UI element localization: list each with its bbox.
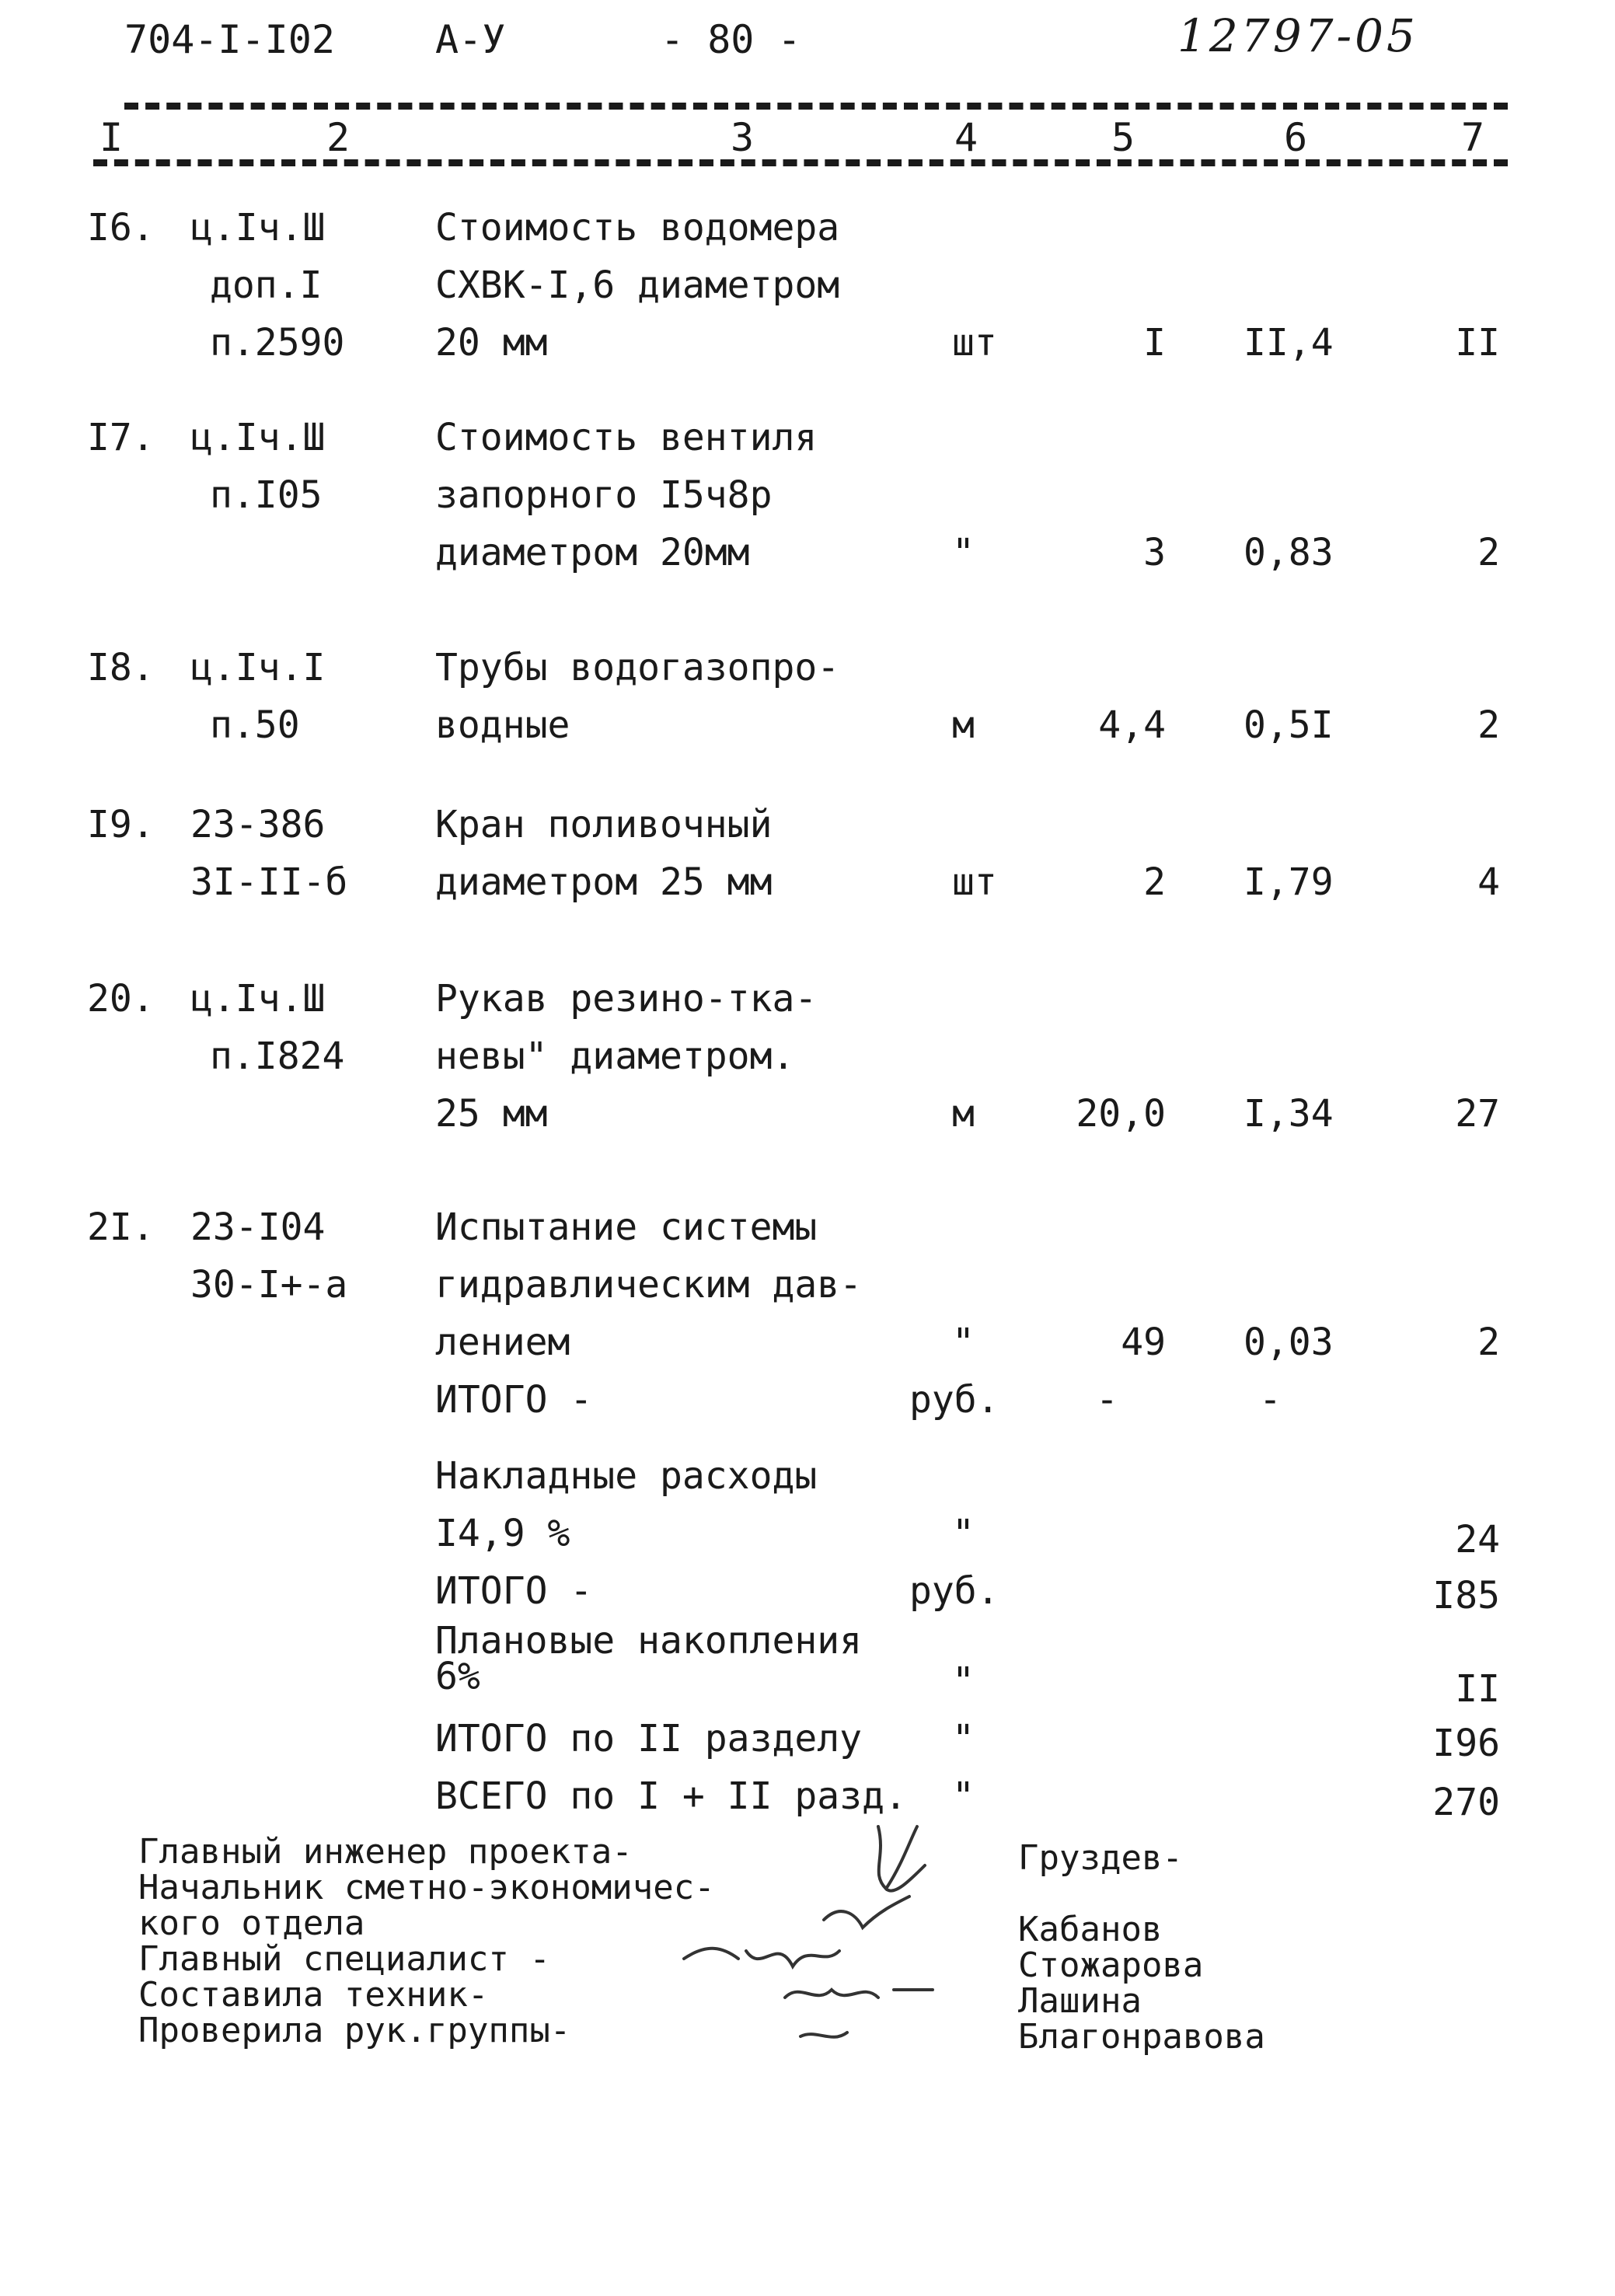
row-desc-line: Стоимость водомера xyxy=(435,206,840,249)
summary-unit: " xyxy=(952,1512,975,1555)
row-desc-line: невы" диаметром. xyxy=(435,1035,795,1078)
col-number-6: 6 xyxy=(1284,115,1308,160)
handwritten-signatures xyxy=(653,1811,995,2122)
row-price: I,34 xyxy=(1244,1092,1334,1136)
row-desc-line: Трубы водогазопро- xyxy=(435,646,840,689)
summary-total: 24 xyxy=(1455,1518,1500,1561)
summary-unit: " xyxy=(952,1717,975,1760)
col-number-3: 3 xyxy=(731,115,755,160)
row-desc-line: 25 мм xyxy=(435,1092,548,1136)
summary-label: I4,9 % xyxy=(435,1512,570,1555)
row-ref-line: п.I824 xyxy=(210,1035,345,1078)
signature-title: Составила техник- xyxy=(138,1975,489,2015)
summary-label: 6% xyxy=(435,1655,480,1698)
row-total: 2 xyxy=(1477,531,1500,574)
row-desc-line: запорного I5ч8р xyxy=(435,473,773,517)
summary-total: I85 xyxy=(1432,1574,1500,1617)
row-ref-line: ц.Iч.Ш xyxy=(190,977,326,1021)
summary-total: II xyxy=(1455,1667,1500,1711)
signatory-name: Кабанов xyxy=(1018,1910,1163,1949)
summary-label: ВСЕГО по I + II разд. xyxy=(435,1774,907,1818)
summary-unit: " xyxy=(952,1659,975,1703)
col-number-7: 7 xyxy=(1461,115,1485,160)
summary-unit: руб. xyxy=(909,1569,999,1613)
top-dashed-rule xyxy=(124,103,1508,110)
row-ref-line: п.2590 xyxy=(210,321,345,365)
row-ref-line: ц.Iч.I xyxy=(190,646,326,689)
row-qty: 20,0 xyxy=(1076,1092,1166,1136)
summary-unit: руб. xyxy=(909,1378,999,1422)
signature-title: Проверила рук.группы- xyxy=(138,2011,571,2050)
row-ref-line: 3I-II-б xyxy=(190,860,348,904)
doc-code: 704-I-I02 xyxy=(124,17,335,62)
summary-qty: - xyxy=(1096,1378,1118,1422)
row-number: 2I. xyxy=(87,1206,155,1249)
row-total: II xyxy=(1455,321,1500,365)
row-desc-line: СХВК-I,6 диаметром xyxy=(435,263,840,307)
row-number: I6. xyxy=(87,206,155,249)
signature-title: Главный инженер проекта- xyxy=(138,1832,633,1872)
row-qty: 49 xyxy=(1121,1321,1166,1364)
row-qty: 3 xyxy=(1143,531,1166,574)
row-desc-line: 20 мм xyxy=(435,321,548,365)
summary-total: 270 xyxy=(1432,1781,1500,1824)
row-desc-line: Кран поливочный xyxy=(435,803,773,846)
col-number-1: I xyxy=(99,115,124,160)
row-number: I8. xyxy=(87,646,155,689)
row-number: I7. xyxy=(87,416,155,459)
archive-number: 12797-05 xyxy=(1177,9,1418,62)
row-desc-line: Рукав резино-тка- xyxy=(435,977,818,1021)
signatory-name: Стожарова xyxy=(1018,1945,1204,1985)
row-desc-line: диаметром 25 мм xyxy=(435,860,773,904)
row-number: 20. xyxy=(87,977,155,1021)
signatory-name: Груздев- xyxy=(1018,1838,1183,1878)
summary-label: ИТОГО - xyxy=(435,1378,593,1422)
row-price: 0,83 xyxy=(1244,531,1334,574)
row-total: 27 xyxy=(1455,1092,1500,1136)
series-code: А-У xyxy=(435,17,506,62)
col-number-4: 4 xyxy=(954,115,978,160)
row-ref-line: п.I05 xyxy=(210,473,323,517)
row-unit: м xyxy=(952,1092,975,1136)
page-number: - 80 - xyxy=(661,17,801,62)
summary-label: Плановые накопления xyxy=(435,1619,863,1663)
row-total: 2 xyxy=(1477,703,1500,747)
row-unit: шт xyxy=(952,860,997,904)
row-unit: " xyxy=(952,531,975,574)
summary-price: - xyxy=(1259,1378,1282,1422)
row-ref-line: 23-386 xyxy=(190,803,326,846)
summary-label: ИТОГО - xyxy=(435,1569,593,1613)
row-unit: м xyxy=(952,703,975,747)
row-desc-line: лением xyxy=(435,1321,570,1364)
row-price: II,4 xyxy=(1244,321,1334,365)
row-number: I9. xyxy=(87,803,155,846)
signature-title: Главный специалист - xyxy=(138,1939,550,1979)
row-qty: 2 xyxy=(1143,860,1166,904)
row-total: 2 xyxy=(1477,1321,1500,1364)
row-price: 0,5I xyxy=(1244,703,1334,747)
row-desc-line: водные xyxy=(435,703,570,747)
row-qty: 4,4 xyxy=(1098,703,1166,747)
row-desc-line: гидравлическим дав- xyxy=(435,1263,863,1307)
row-price: I,79 xyxy=(1244,860,1334,904)
row-qty: I xyxy=(1143,321,1166,365)
row-ref-line: 23-I04 xyxy=(190,1206,326,1249)
summary-unit: " xyxy=(952,1774,975,1818)
row-ref-line: п.50 xyxy=(210,703,300,747)
row-total: 4 xyxy=(1477,860,1500,904)
col-number-2: 2 xyxy=(326,115,351,160)
summary-label: ИТОГО по II разделу xyxy=(435,1717,863,1760)
signatory-name: Благонравова xyxy=(1018,2017,1265,2057)
summary-total: I96 xyxy=(1432,1722,1500,1765)
signature-title: Начальник сметно-экономичес- xyxy=(138,1868,715,1907)
row-price: 0,03 xyxy=(1244,1321,1334,1364)
row-unit: " xyxy=(952,1321,975,1364)
row-unit: шт xyxy=(952,321,997,365)
col-number-5: 5 xyxy=(1111,115,1135,160)
row-ref-line: доп.I xyxy=(210,263,323,307)
row-ref-line: ц.Iч.Ш xyxy=(190,206,326,249)
column-dashed-rule xyxy=(93,159,1508,166)
row-desc-line: Стоимость вентиля xyxy=(435,416,818,459)
summary-label: Накладные расходы xyxy=(435,1454,818,1498)
row-ref-line: ц.Iч.Ш xyxy=(190,416,326,459)
signature-title: кого отдела xyxy=(138,1903,365,1943)
row-desc-line: диаметром 20мм xyxy=(435,531,750,574)
signatory-name: Лашина xyxy=(1018,1981,1142,2021)
row-ref-line: 30-I+-а xyxy=(190,1263,348,1307)
row-desc-line: Испытание системы xyxy=(435,1206,818,1249)
